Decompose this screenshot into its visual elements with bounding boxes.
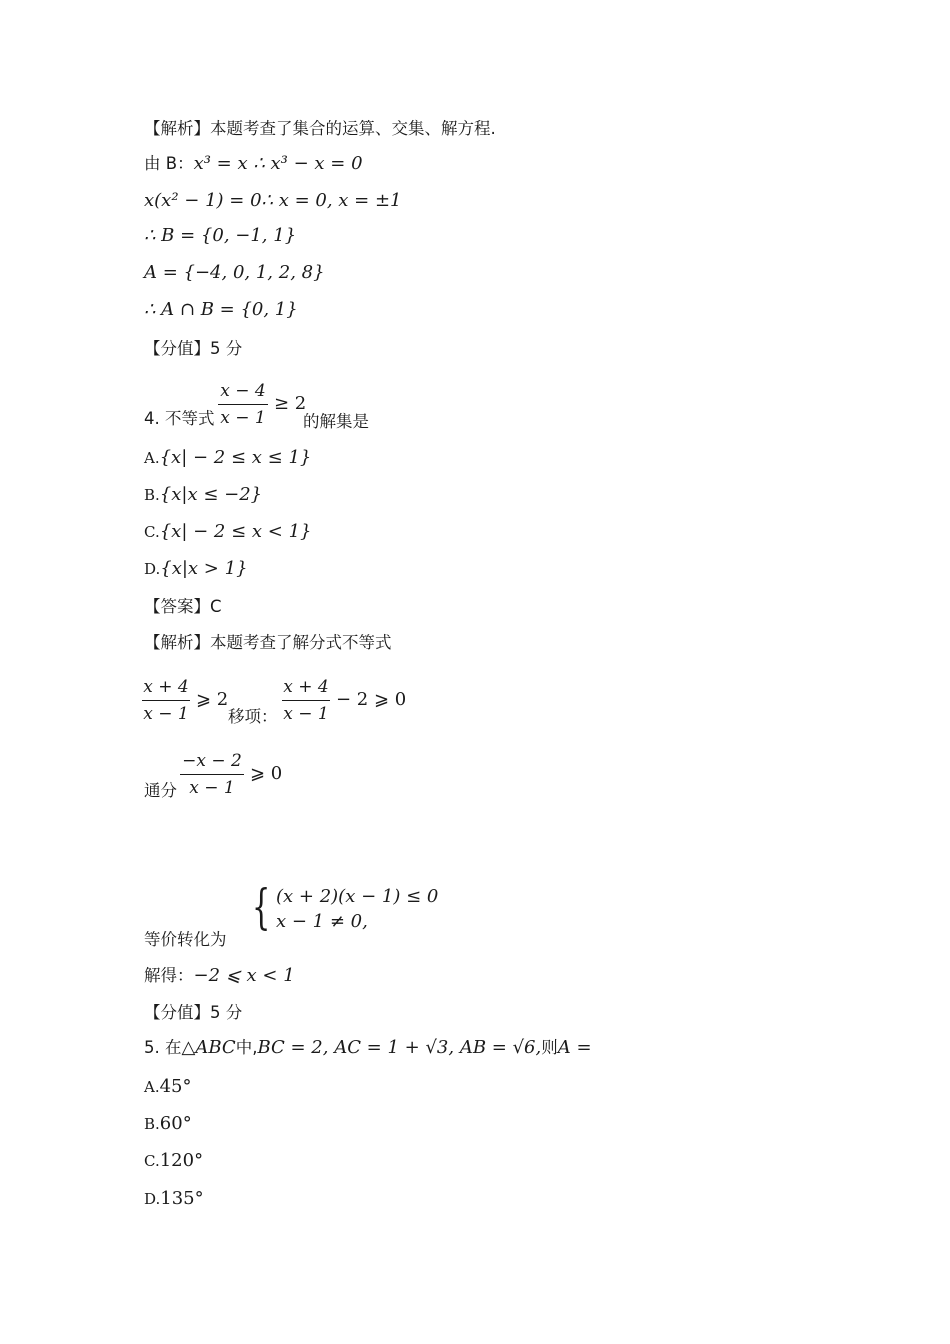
factor-line: x(x² − 1) = 0∴ x = 0, x = ±1 <box>144 190 402 211</box>
q4-step3-den: x − 1 <box>189 778 235 798</box>
q5-stem-math: BC = 2, AC = 1 + √3, AB = √6, <box>257 1037 542 1058</box>
q5-option-a-label: A. <box>144 1078 160 1096</box>
q4-step2-fraction <box>282 676 330 725</box>
q4-frac-den: x − 1 <box>220 408 266 428</box>
solve-b-line <box>144 153 363 175</box>
q5-stem-prefix: 5. 在 <box>144 1038 182 1057</box>
q4-step1-num: x + 4 <box>143 677 189 697</box>
q4-step2-den: x − 1 <box>283 704 329 724</box>
score-line-2: 【分值】5 分 <box>144 1003 243 1022</box>
q4-step3-bar <box>180 774 244 775</box>
q4-frac-num: x − 4 <box>220 381 266 401</box>
q4-solution-line <box>144 965 295 987</box>
q5-stem-mid: 中, <box>235 1038 258 1057</box>
q4-step2-num: x + 4 <box>283 677 329 697</box>
solve-b-prefix: 由 B： <box>144 154 194 173</box>
q4-step3-num: −x − 2 <box>182 751 242 771</box>
score-line-1: 【分值】5 分 <box>144 339 243 358</box>
q4-option-d-text: {x|x > 1} <box>160 558 248 579</box>
q5-option-c-text: 120° <box>159 1150 204 1171</box>
q4-frac-bar <box>218 404 268 405</box>
q4-fraction <box>218 380 268 429</box>
analysis-heading: 【解析】本题考查了集合的运算、交集、解方程. <box>144 119 496 138</box>
q4-option-b-text: {x|x ≤ −2} <box>159 484 263 505</box>
q4-option-a-label: A. <box>144 449 160 467</box>
q4-option-d[interactable] <box>144 558 248 580</box>
q4-step1-rel: ⩾ 2 <box>196 689 229 710</box>
q4-suffix: 的解集是 <box>303 412 369 431</box>
q4-option-d-label: D. <box>144 560 161 578</box>
q5-option-d[interactable] <box>144 1188 204 1210</box>
q5-option-c[interactable] <box>144 1150 203 1172</box>
q5-stem-triangle: △ABC <box>181 1037 236 1058</box>
q4-step2-bar <box>282 700 330 701</box>
q5-option-b-label: B. <box>144 1115 160 1133</box>
q4-step1-fraction <box>142 676 190 725</box>
q4-system-line2: x − 1 ≠ 0, <box>276 911 368 932</box>
q4-equiv-prefix: 等价转化为 <box>144 930 227 949</box>
q5-option-d-label: D. <box>144 1190 161 1208</box>
q5-option-d-text: 135° <box>160 1188 204 1209</box>
q4-step3-fraction <box>180 750 244 799</box>
q4-step3-prefix: 通分 <box>144 781 177 800</box>
q4-step1-den: x − 1 <box>143 704 189 724</box>
q4-option-c[interactable] <box>144 521 311 543</box>
q4-prefix: 4. 不等式 <box>144 409 215 428</box>
q5-stem-then: 则 <box>541 1038 558 1057</box>
q4-answer: 【答案】C <box>144 597 222 616</box>
q4-solution-prefix: 解得： <box>144 966 194 985</box>
set-a-line: A = {−4, 0, 1, 2, 8} <box>144 262 325 283</box>
q4-system-line1: (x + 2)(x − 1) ≤ 0 <box>276 886 439 907</box>
q4-step2-rel: − 2 ⩾ 0 <box>336 689 407 710</box>
q4-step1-move: 移项： <box>228 707 278 726</box>
q5-option-a[interactable] <box>144 1076 192 1098</box>
q4-option-c-text: {x| − 2 ≤ x < 1} <box>159 521 312 542</box>
q4-analysis: 【解析】本题考查了解分式不等式 <box>144 633 392 652</box>
q4-option-b[interactable] <box>144 484 262 506</box>
q4-option-a-text: {x| − 2 ≤ x ≤ 1} <box>159 447 312 468</box>
q4-step1-bar <box>142 700 190 701</box>
q4-solution-math: −2 ⩽ x < 1 <box>193 965 295 986</box>
q4-step3-rel: ⩾ 0 <box>250 763 283 784</box>
q4-relation: ≥ 2 <box>274 393 307 414</box>
intersection-line: ∴ A ∩ B = {0, 1} <box>144 299 298 320</box>
q5-option-a-text: 45° <box>159 1076 192 1097</box>
q4-option-c-label: C. <box>144 523 160 541</box>
solve-b-math: x³ = x ∴ x³ − x = 0 <box>193 153 363 174</box>
set-b-line: ∴ B = {0, −1, 1} <box>144 225 297 246</box>
q4-system-brace: { <box>252 879 271 935</box>
q5-option-c-label: C. <box>144 1152 160 1170</box>
q5-option-b-text: 60° <box>159 1113 192 1134</box>
q4-option-a[interactable] <box>144 447 311 469</box>
q5-stem-end: A = <box>557 1037 592 1058</box>
q5-stem <box>144 1037 592 1059</box>
q4-option-b-label: B. <box>144 486 160 504</box>
q5-option-b[interactable] <box>144 1113 192 1135</box>
